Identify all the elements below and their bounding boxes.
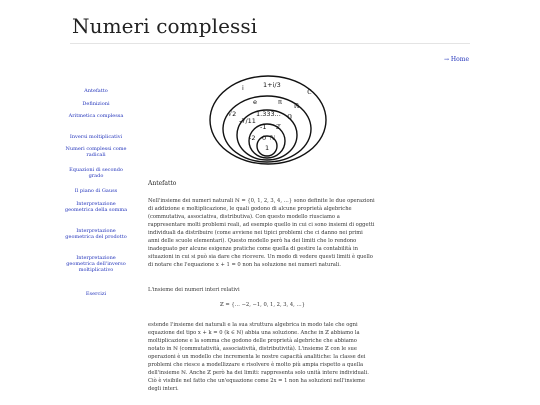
para1-line: inadeguato per alcune esigenze pratiche come quella di gestire la contabilità in — [148, 246, 359, 252]
label-minus-two: -2 — [249, 134, 256, 142]
para1-line: Nell'insieme dei numeri naturali ℕ = {0, 1, 2, 3, 4, …} sono definite le due operazioni — [148, 198, 375, 204]
para3-line: dell'insieme ℕ. Anche ℤ però ha dei limiti: rappresenta solo unità intere individuali. — [148, 370, 369, 376]
label-pi: π — [278, 98, 282, 106]
title-divider — [70, 43, 470, 44]
para1-line: (commutativa, associativa, distributiva). Con questo modello riusciamo a — [148, 214, 340, 220]
para3-line: operazioni è un modello che incrementa le nostre capacità analitiche: la classe dei — [148, 354, 366, 360]
para1-line: rappresentare molti problemi reali, ad esempio quello in cui ci sono insiemi di oggetti — [148, 222, 375, 228]
integers-formula: ℤ = {… −2, −1, 0, 1, 2, 3, 4, …} — [220, 302, 305, 308]
para1-line: situazioni in cui si può sia dare che ricevere. Un modo di vedere questi limiti è quello — [148, 254, 373, 260]
label-i: i — [242, 84, 244, 92]
label-zero: 0 — [262, 134, 267, 142]
para3-line: notato in ℕ (commutatività, associatività, distributività). L'insieme ℤ con le sue — [148, 346, 357, 352]
nav-item-interpretazione-inverso[interactable]: Interpretazione geometrica dell'inverso moltiplicativo — [66, 255, 126, 273]
label-set-r: ℝ — [294, 102, 300, 110]
paragraph-3 — [148, 321, 408, 393]
nav-item-numeri-complessi-come-radicali[interactable]: Numeri complessi come radicali — [65, 146, 127, 158]
para1-line: anni delle scuole elementari). Questo modello però ha dei limiti che lo rendono — [148, 238, 357, 244]
para1-line: individuali da distribuire (come avviene nei tipici problemi che ci danno nei primi — [148, 230, 363, 236]
label-sqrt2: √2 — [228, 110, 237, 118]
nav-item-equazioni-secondo-grado[interactable]: Equazioni di secondo grado — [69, 167, 123, 179]
page-title: Numeri complessi — [72, 14, 258, 38]
label-one: 1 — [265, 144, 270, 152]
label-minus-one: -1 — [260, 123, 267, 131]
label-seven-over-11: -7/11 — [239, 117, 256, 125]
label-set-z: ℤ — [276, 123, 281, 131]
nav-item-piano-di-gauss[interactable]: Il piano di Gauss — [74, 188, 118, 194]
nav-item-definizioni[interactable]: Definizioni — [82, 101, 110, 107]
para3-line: estende l'insieme dei naturali e la sua struttura algebrica in modo tale che ogni — [148, 322, 358, 328]
para3-line: degli interi. — [148, 386, 179, 392]
nav-item-esercizi[interactable]: Esercizi — [85, 291, 107, 297]
nav-item-antefatto[interactable]: Antefatto — [84, 88, 108, 94]
para1-line: di notare che l'equazione x + 1 = 0 non ha soluzione nei numeri naturali. — [148, 262, 341, 268]
label-one-plus-i-over-3: 1+i/3 — [263, 81, 281, 89]
label-e: e — [253, 98, 257, 106]
label-set-n: ℕ — [270, 134, 276, 142]
nav-item-interpretazione-somma[interactable]: Interpretazione geometrica della somma — [64, 201, 128, 213]
label-set-c: ℂ — [307, 88, 312, 96]
para3-line: equazione del tipo x + k = 0 (k ∈ ℕ) abbia una soluzione. Anche in ℤ abbiamo la — [148, 330, 360, 336]
paragraph-1 — [148, 197, 408, 269]
label-set-q: ℚ — [287, 113, 293, 121]
para3-line: moltiplicazione e la somma che godono delle proprietà algebriche che abbiamo — [148, 338, 357, 344]
label-decimal: 1.333... — [256, 110, 281, 118]
nav-item-aritmetica-complessa[interactable]: Aritmetica complessa — [68, 113, 124, 119]
home-link[interactable]: → Home — [444, 56, 470, 63]
para3-line: problemi che riesce a modellizzare e risolvere è molto più ampia rispetto a quella — [148, 362, 364, 368]
para1-line: di addizione e moltiplicazione, le quali godono di alcune proprietà algebriche — [148, 206, 352, 212]
nav-item-inversi-moltiplicativi[interactable]: Inversi moltiplicativi — [69, 134, 123, 140]
section-heading: Antefatto — [148, 180, 177, 187]
paragraph-2: L'insieme dei numeri interi relativi — [148, 287, 240, 293]
para3-line: Ciò è visibile nel fatto che un'equazione come 2x = 1 non ha soluzioni nell'insieme — [148, 378, 366, 384]
nav-item-interpretazione-prodotto[interactable]: Interpretazione geometrica del prodotto — [65, 228, 127, 240]
number-sets-diagram — [208, 74, 332, 170]
